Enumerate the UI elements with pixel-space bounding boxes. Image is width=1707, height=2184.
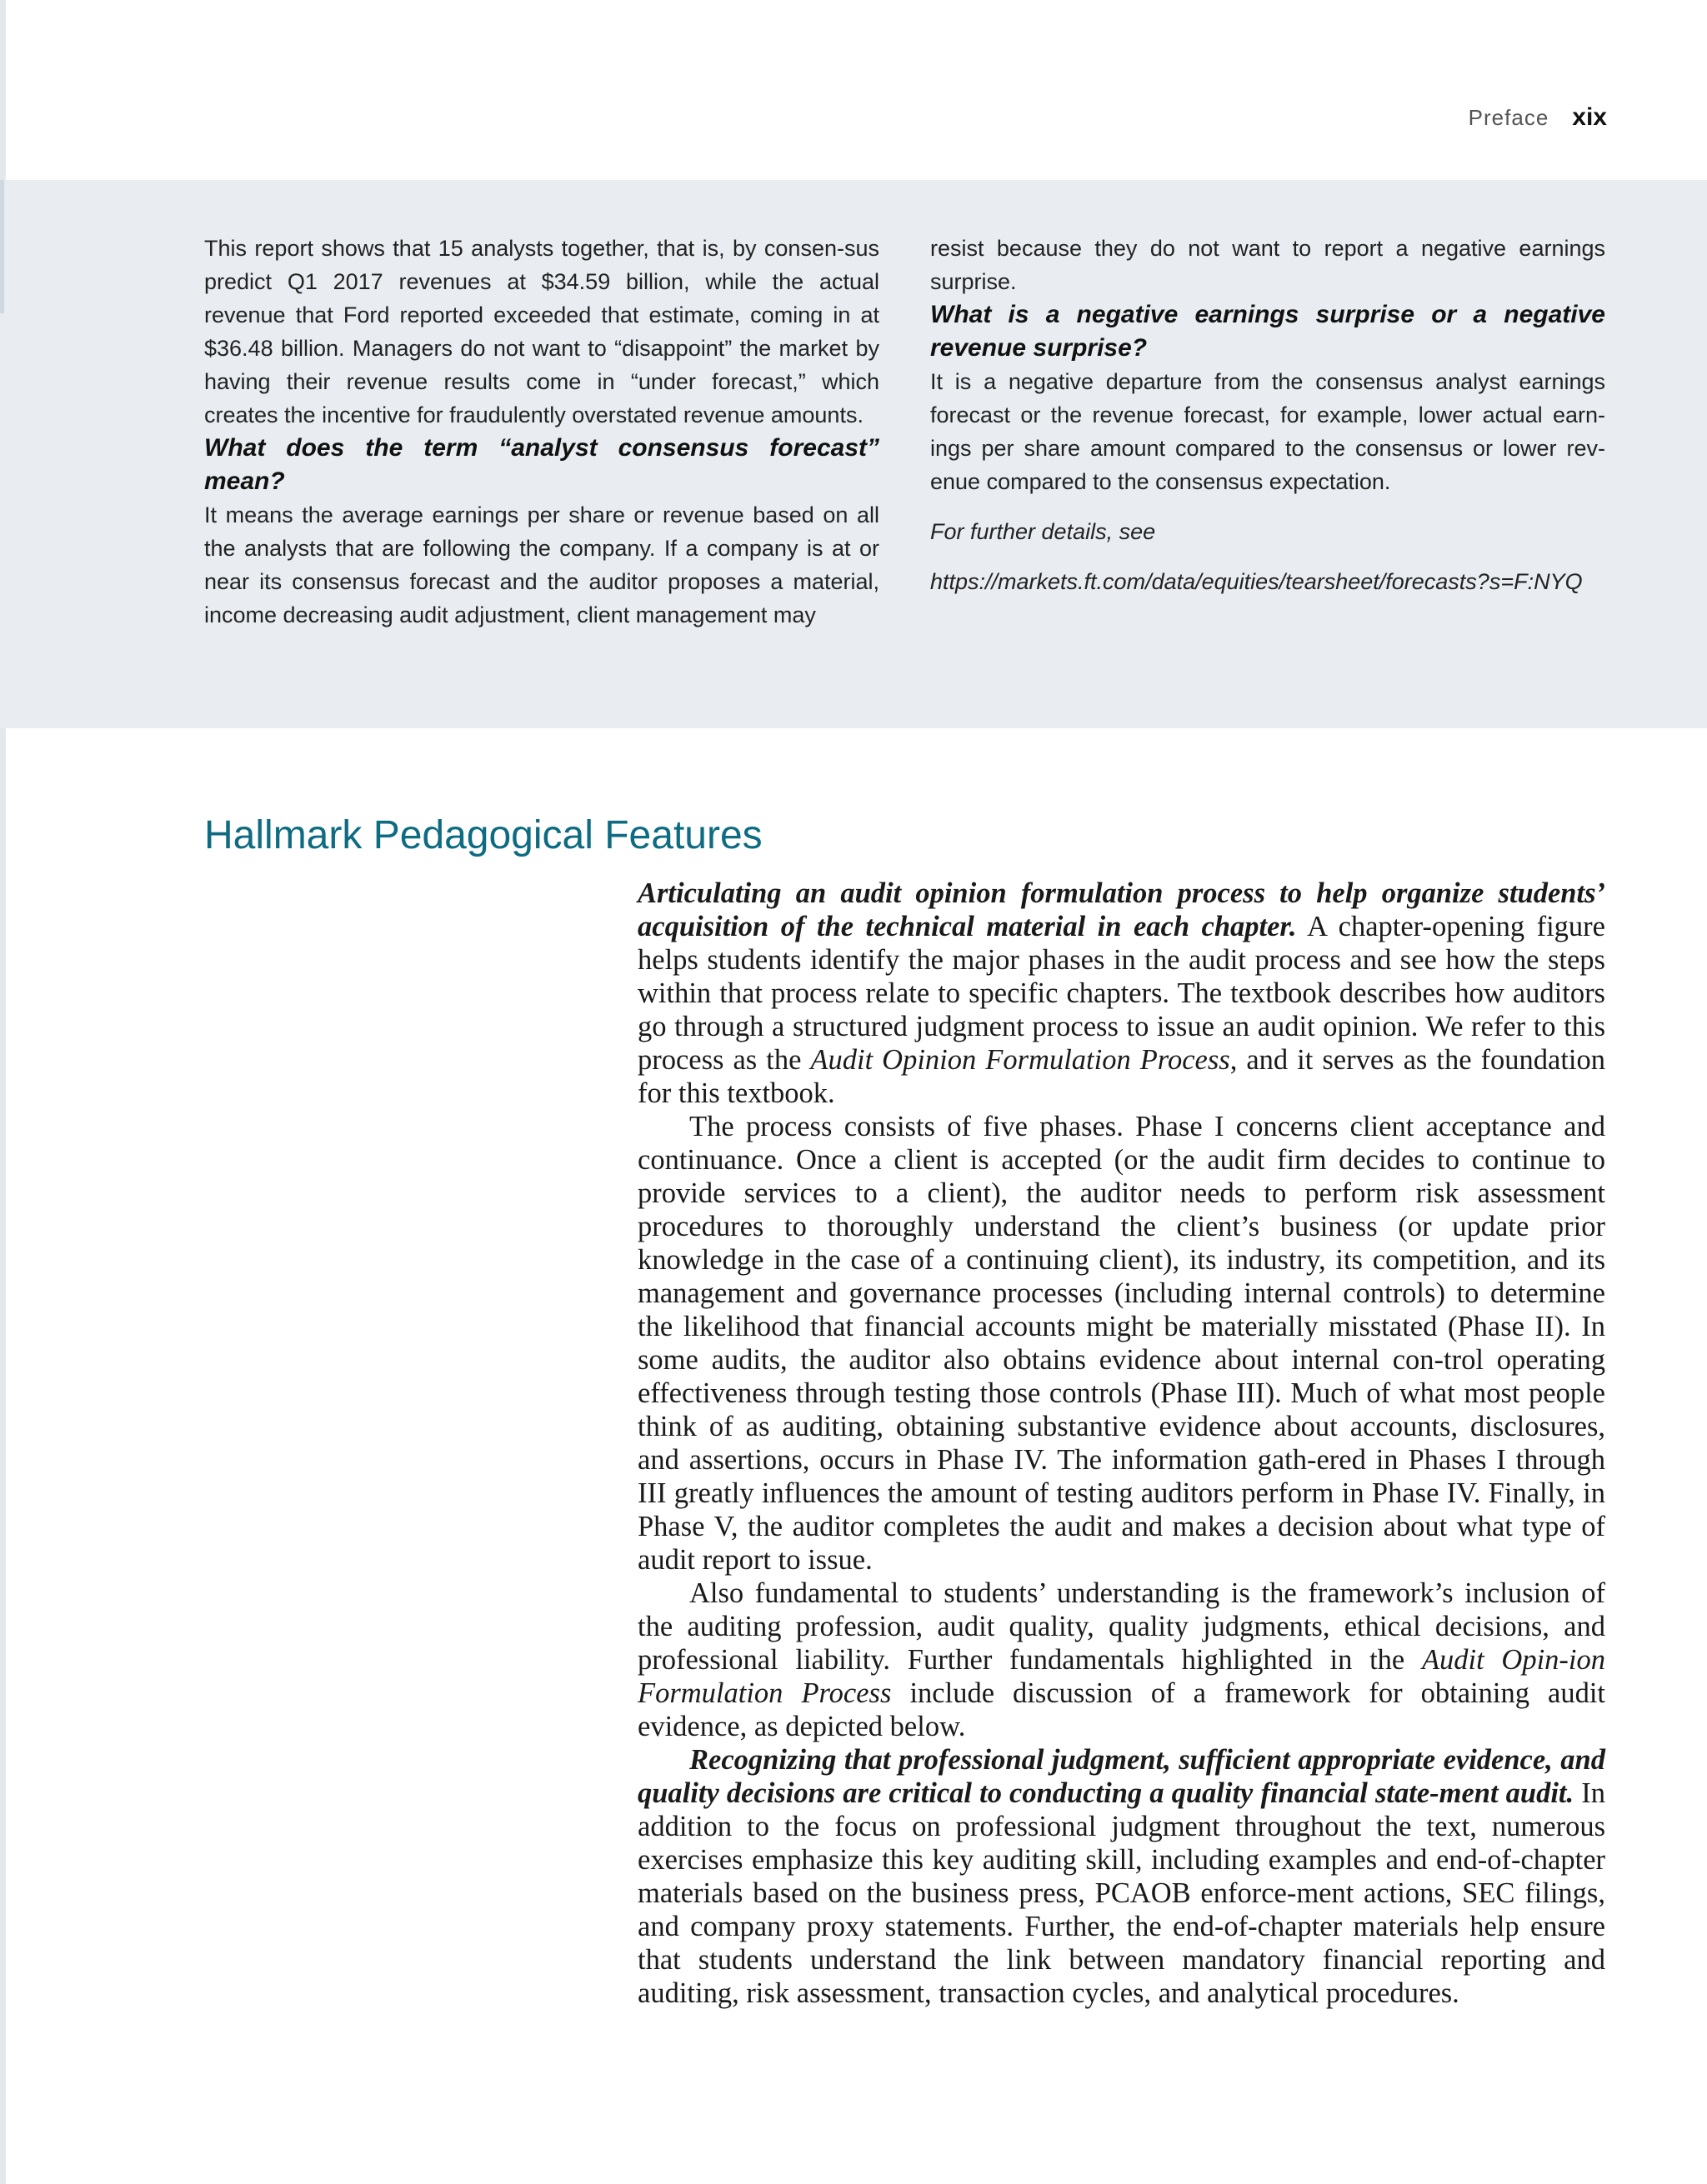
running-head-section: Preface [1468,105,1549,130]
page-number: xix [1572,103,1607,131]
sidebar-url-link[interactable]: https://markets.ft.com/data/equities/tearsheet/forecasts?s=F:NYQ [930,569,1583,594]
sidebar-answer: It is a negative departure from the consensus analyst earnings forecast or the revenue forecast, for example, lower actual earn-ings per share amount compared to the consensus or lower rev-enue compared to the consensus expectation. [930,369,1605,494]
sidebar-question: What is a negative earnings surprise or a negative revenue surprise? [930,301,1605,362]
sidebar-question: What does the term “analyst consensus forecast” mean? [204,434,879,495]
emphasized-term: Audit Opin-ion Formulation Process [638,1644,1605,1709]
section-body [638,877,1605,2010]
sidebar-left-column [204,232,879,632]
paragraph-text: A chapter-opening figure helps students identify the major phases in the audit process and see how the steps within that process relate to specific chapters. The textbook describes how auditors go through a structured judgment process to issue an audit opinion. We refer to this process as the [638,911,1605,1076]
emphasized-term: Audit Opinion Formulation Process [810,1044,1230,1076]
paragraph-text: Also fundamental to students’ understanding is the framework’s inclusion of the auditing profession, audit quality, quality judgments, ethical decisions, and professional liability. Further fundamentals highlighted in the [638,1577,1605,1676]
sidebar-paragraph: This report shows that 15 analysts together, that is, by consen-sus predict Q1 2017 revenues at $34.59 billion, while the actual revenue that Ford reported exceeded that estimate, coming in at $36.48 billion. Managers do not want to “disappoint” the market by having their revenue results come in “under forecast,” which creates the incentive for fraudulently overstated revenue amounts. [204,236,879,427]
body-paragraph [638,1743,1605,2010]
sidebar-box [0,180,1707,728]
paragraph-text: include discussion of a framework for obtaining audit evidence, as depicted below. [638,1677,1605,1742]
body-paragraph [638,1577,1605,1743]
running-head [1469,103,1607,132]
paragraph-text: In addition to the focus on professional judgment throughout the text, numerous exercises emphasize this key auditing skill, including examples and end-of-chapter materials based on the business press, PCAOB enforce-ment actions, SEC filings, and company proxy statements. Further, the end-of-chapter materials help ensure that students understand the link between mandatory financial reporting and auditing, risk assessment, transaction cycles, and analytical procedures. [638,1777,1605,2009]
sidebar-right-column [930,232,1605,598]
body-paragraph [638,877,1605,1110]
paragraph-text: , and it serves as the foundation for this textbook. [638,1044,1605,1109]
sidebar-note: For further details, see [930,519,1156,544]
paragraph-lead: Recognizing that professional judgment, sufficient appropriate evidence, and quality decisions are critical to conducting a quality financial state-ment audit. [638,1744,1605,1809]
sidebar-edge-mark [0,180,4,313]
sidebar-answer: It means the average earnings per share or revenue based on all the analysts that are following the company. If a company is at or near its consensus forecast and the auditor proposes a material, income decreasing audit adjustment, client management may [204,502,879,627]
section-title: Hallmark Pedagogical Features [204,813,763,857]
sidebar-paragraph: resist because they do not want to report a negative earnings surprise. [930,236,1605,294]
paragraph-lead: Articulating an audit opinion formulation process to help organize students’ acquisition of the technical material in each chapter. [638,877,1605,942]
body-paragraph: The process consists of five phases. Phase I concerns client acceptance and continuance. Once a client is accepted (or the audit firm decides to continue to provide services to a client), the auditor needs to perform risk assessment procedures to thoroughly understand the client’s business (or update prior knowledge in the case of a continuing client), its industry, its competition, and its management and governance processes (including internal controls) to determine the likelihood that financial accounts might be materially misstated (Phase II). In some audits, the auditor also obtains evidence about internal con-trol operating effectiveness through testing those controls (Phase III). Much of what most people think of as auditing, obtaining substantive evidence about accounts, disclosures, and assertions, occurs in Phase IV. The information gath-ered in Phases I through III greatly influences the amount of testing auditors perform in Phase IV. Finally, in Phase V, the auditor completes the audit and makes a decision about what type of audit report to issue. [638,1111,1605,1576]
